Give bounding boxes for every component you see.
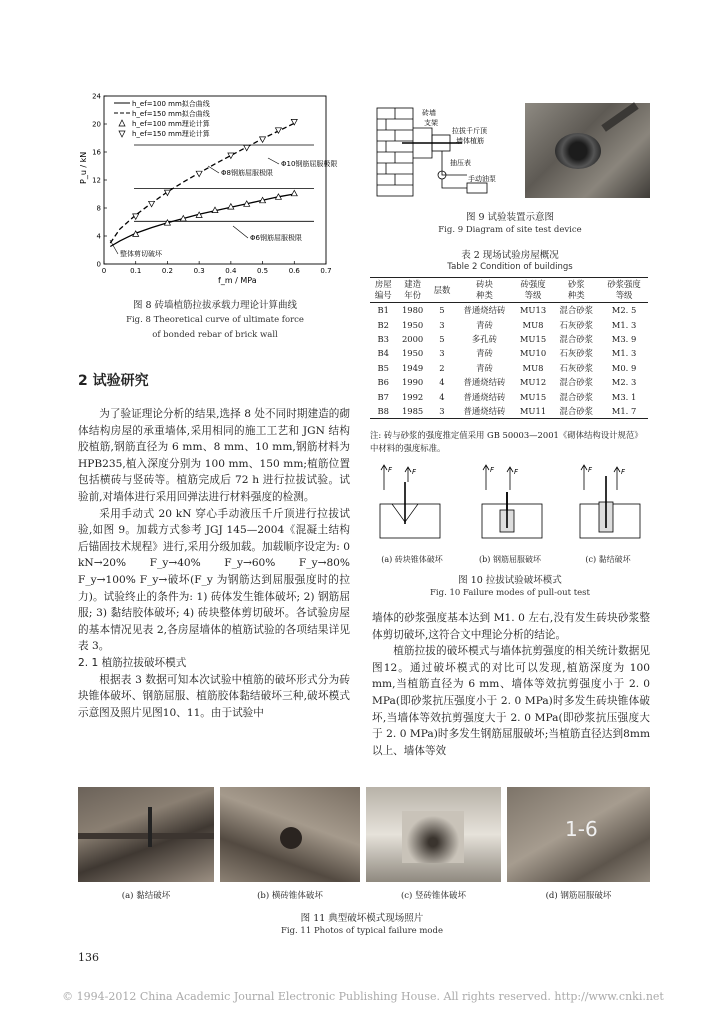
paragraph: 根据表 3 数据可知本次试验中植筋的破坏形式分为砖块锥体破坏、钢筋屈服、植筋胶体黏结破坏三种,破坏模式示意图及照片见图10、11。由于试验中 xyxy=(78,673,350,719)
table-cell: B4 xyxy=(377,348,389,359)
table-cell: B7 xyxy=(377,391,389,402)
table-cell: 3 xyxy=(439,319,445,330)
table2-title-cn: 表 2 现场试验房屋概况 xyxy=(461,250,559,261)
x-tick-label: 0.5 xyxy=(257,267,269,275)
table-row xyxy=(370,346,648,360)
y-axis-label: P_u / kN xyxy=(79,151,88,184)
table-cell: M1. 3 xyxy=(611,348,637,359)
table-row xyxy=(370,317,648,331)
table-cell: M3. 9 xyxy=(611,333,637,344)
table-cell: M1. 7 xyxy=(611,405,637,416)
table-cell: 混合砂浆 xyxy=(559,377,593,388)
fig10-sublabel-c: (c) 黏结破坏 xyxy=(585,555,631,564)
annotation-m8: Φ8钢筋屈服极限 xyxy=(221,169,273,177)
fig11-photo-a xyxy=(78,787,214,882)
y-tick-label: 24 xyxy=(92,92,101,101)
chart-yield-lines xyxy=(134,145,314,221)
fig9-caption-en: Fig. 9 Diagram of site test device xyxy=(438,225,582,235)
footer-copyright: © 1994-2012 China Academic Journal Electronic Publishing House. All rights reserved. http://www.cnki.net xyxy=(62,990,664,1003)
legend-item-4: h_ef=150 mm理论计算 xyxy=(132,130,210,138)
right-column-text xyxy=(372,610,650,759)
fig9-label-pump: 手动油泵 xyxy=(468,175,496,183)
fig10-force-label: F xyxy=(412,468,417,476)
x-tick-label: 0.7 xyxy=(320,267,332,275)
table-cell: 5 xyxy=(439,333,445,344)
fig10-caption-cn: 图 10 拉拔试验破坏模式 xyxy=(458,575,562,586)
table-cell: 4 xyxy=(439,391,445,402)
table-header-cell: 砖块 种类 xyxy=(455,278,514,303)
table-cell: 2000 xyxy=(401,333,424,344)
fig8-chart xyxy=(78,86,340,286)
data-point xyxy=(149,201,155,207)
table-cell: 青砖 xyxy=(476,362,493,373)
data-point xyxy=(196,171,202,177)
fig9-photo xyxy=(525,103,650,198)
paragraph: 植筋拉拔的破坏模式与墙体抗剪强度的相关统计数据见图12。通过破坏模式的对比可以发现,植筋深度为 100 mm,当植筋直径为 6 mm、墙体等效抗剪强度小于 2. 0 MPa(即砂浆抗压强度小于 2. 0 MPa)时多发生砖块锥体破坏,当墙体等效抗剪强度大于 2. 0 MPa(即砂浆抗压强度大于 2. 0 MPa)时多发生钢筋屈服破坏;当植筋直径达到8mm以上、墙体等效 xyxy=(372,645,650,757)
table-header-cell: 层数 xyxy=(429,278,455,303)
table-cell: 1990 xyxy=(401,377,424,388)
table-cell: B2 xyxy=(377,319,389,330)
table-row xyxy=(370,361,648,375)
table-cell: 普通烧结砖 xyxy=(463,377,506,388)
table-row xyxy=(370,404,648,419)
left-column-text xyxy=(78,406,350,721)
fig9-diagram xyxy=(372,103,517,203)
y-tick-label: 12 xyxy=(92,176,101,185)
table-cell: B1 xyxy=(377,305,389,316)
fig11-photo-c xyxy=(366,787,501,882)
fig11-sublabel-b: (b) 横砖锥体破坏 xyxy=(257,891,323,901)
table-cell: 普通烧结砖 xyxy=(463,305,506,316)
table-cell: 2 xyxy=(439,362,445,373)
fig10-force-label: F xyxy=(388,466,393,474)
table-cell: B5 xyxy=(377,362,389,373)
fig11-photo-b xyxy=(220,787,360,882)
table2-title-en: Table 2 Condition of buildings xyxy=(447,262,573,272)
table-row xyxy=(370,389,648,403)
table-cell: MU11 xyxy=(519,405,547,416)
fig9-caption-cn: 图 9 试验装置示意图 xyxy=(465,212,555,223)
table-cell: 1950 xyxy=(401,348,424,359)
x-axis-label: f_m / MPa xyxy=(218,276,257,285)
fig10-force-label: F xyxy=(588,466,593,474)
table2 xyxy=(370,277,648,419)
fig10-sublabel-b: (b) 钢筋屈服破坏 xyxy=(479,555,541,564)
table-cell: M2. 3 xyxy=(611,377,637,388)
fig9-label-jack: 拉拔千斤顶 xyxy=(452,127,487,135)
annotation-m6: Φ6钢筋屈服极限 xyxy=(250,234,302,242)
table-cell: 混合砂浆 xyxy=(559,305,593,316)
fig10-caption-en: Fig. 10 Failure modes of pull-out test xyxy=(430,588,590,598)
x-tick-label: 0 xyxy=(101,267,107,275)
table-header-cell: 砂浆 种类 xyxy=(552,278,600,303)
y-tick-label: 0 xyxy=(96,260,101,269)
x-tick-label: 0.3 xyxy=(193,267,205,275)
table-row xyxy=(370,332,648,346)
table-cell: 青砖 xyxy=(476,319,493,330)
table2-body xyxy=(370,303,648,419)
fig11-caption-en: Fig. 11 Photos of typical failure mode xyxy=(280,926,444,936)
fig11-sublabel-c: (c) 竖砖锥体破坏 xyxy=(400,891,467,901)
table-header-cell: 建造 年份 xyxy=(396,278,428,303)
table-cell: MU13 xyxy=(519,305,547,316)
fig8-caption-en-1: Fig. 8 Theoretical curve of ultimate force xyxy=(126,315,304,325)
table-cell: B8 xyxy=(377,405,389,416)
fig11-photo-d: 1-6 xyxy=(507,787,650,882)
table-cell: 混合砂浆 xyxy=(559,391,593,402)
table-cell: 1950 xyxy=(401,319,424,330)
legend-item-3: h_ef=100 mm理论计算 xyxy=(132,120,210,128)
sub-heading: 2. 1 植筋拉拔破坏模式 xyxy=(78,656,187,669)
table-cell: 1985 xyxy=(401,405,424,416)
fig10-sublabel-a: (a) 砖块锥体破坏 xyxy=(381,555,443,564)
table-cell: 石灰砂浆 xyxy=(559,362,593,373)
x-tick-label: 0.2 xyxy=(161,267,173,275)
x-tick-label: 0.6 xyxy=(288,267,300,275)
page-number: 136 xyxy=(78,951,99,964)
fig11-caption-cn: 图 11 典型破坏模式现场照片 xyxy=(300,913,424,924)
legend-item-2: h_ef=150 mm拟合曲线 xyxy=(132,110,210,118)
table-cell: 1992 xyxy=(401,391,424,402)
table-cell: 4 xyxy=(439,377,445,388)
table-header-cell: 砖强度 等级 xyxy=(514,278,553,303)
fig9-label-gauge: 抽压表 xyxy=(450,159,471,167)
table-cell: 5 xyxy=(439,305,445,316)
chart-series xyxy=(110,119,297,246)
table-cell: MU15 xyxy=(519,391,547,402)
table-cell: 多孔砖 xyxy=(471,333,498,344)
table-cell: B6 xyxy=(377,377,389,388)
x-tick-label: 0.1 xyxy=(130,267,142,275)
fig10-force-label: F xyxy=(514,468,519,476)
table-cell: 石灰砂浆 xyxy=(559,348,593,359)
table-cell: B3 xyxy=(377,333,389,344)
table-cell: M1. 3 xyxy=(611,319,637,330)
table2-note: 注: 砖与砂浆的强度推定值采用 GB 50003—2001《砌体结构设计规范》中材料的强度标准。 xyxy=(370,430,643,453)
fig10-diagram xyxy=(372,462,650,547)
data-point xyxy=(228,153,234,159)
data-point xyxy=(244,145,250,151)
table-cell: 1980 xyxy=(401,305,424,316)
fig8-caption-cn: 图 8 砖墙植筋拉拔承载力理论计算曲线 xyxy=(132,300,298,311)
chart-legend xyxy=(114,99,210,138)
y-tick-label: 16 xyxy=(92,148,101,157)
table-cell: 混合砂浆 xyxy=(559,333,593,344)
legend-item-1: h_ef=100 mm拟合曲线 xyxy=(132,100,210,108)
fig8-caption-en-2: of bonded rebar of brick wall xyxy=(152,330,278,340)
fig11-sublabel-d: (d) 钢筋屈服破坏 xyxy=(545,891,612,901)
table-cell: 石灰砂浆 xyxy=(559,319,593,330)
table-cell: MU15 xyxy=(519,333,547,344)
x-tick-label: 0.4 xyxy=(225,267,237,275)
table-cell: 青砖 xyxy=(476,348,493,359)
table-cell: 普通烧结砖 xyxy=(463,391,506,402)
table-row xyxy=(370,375,648,389)
paragraph: 为了验证理论分析的结果,选择 8 处不同时期建造的砌体结构房屋的承重墙体,采用相同的施工工艺和 JGN 结构胶植筋,钢筋直径为 6 mm、8 mm、10 mm,钢筋材料为 HPB235,植入深度分别为 100 mm、150 mm;植筋位置包括横砖与竖砖等。植筋完成后 72 h 进行拉拔试验。试验前,对墙体进行采用回弹法进行材料强度的检测。 xyxy=(78,408,350,503)
annotation-m10: Φ10钢筋屈服极限 xyxy=(281,160,338,168)
table-cell: M0. 9 xyxy=(611,362,637,373)
table-cell: 混合砂浆 xyxy=(559,405,593,416)
table-cell: 普通烧结砖 xyxy=(463,405,506,416)
table-cell: MU10 xyxy=(519,348,547,359)
annotation-shear: 整体剪切破坏 xyxy=(120,250,162,258)
table-row xyxy=(370,303,648,318)
table-cell: MU8 xyxy=(522,319,544,330)
fig9-label-wall: 砖墙 xyxy=(422,109,436,117)
y-tick-label: 20 xyxy=(92,120,101,129)
paragraph: 采用手动式 20 kN 穿心手动液压千斤顶进行拉拔试验,如图 9。加载方式参考 JGJ 145—2004《混凝土结构后锚固技术规程》进行,采用分级加载。加载顺序设定为: 0 kN→20% F_y→40% F_y→60% F_y→80% F_y→100% F_y→破坏(F_y 为钢筋达到屈服强度时的拉力)。试验终止的条件为: 1) 砖体发生锥体破坏; 2) 钢筋屈服; 3) 黏结胶体破坏; 4) 砖块整体剪切破坏。各试验房屋的基本情况见表 2,各房屋墙体的植筋试验的各项结果详见表 3。 xyxy=(78,507,350,653)
series-line xyxy=(110,123,294,243)
table-header-cell: 房屋 编号 xyxy=(370,278,396,303)
table-cell: 1949 xyxy=(401,362,424,373)
table-header-cell: 砂浆强度 等级 xyxy=(600,278,648,303)
table-cell: M3. 1 xyxy=(611,391,637,402)
table-header-row xyxy=(370,278,648,303)
fig10-force-label: F xyxy=(490,466,495,474)
table-cell: MU12 xyxy=(519,377,547,388)
table-cell: 3 xyxy=(439,405,445,416)
section-heading: 2 试验研究 xyxy=(78,373,149,389)
fig9-label-rebar: 墙体植筋 xyxy=(456,137,484,145)
table-cell: MU8 xyxy=(522,362,544,373)
paragraph: 墙体的砂浆强度基本达到 M1. 0 左右,没有发生砖块砂浆整体剪切破坏,这符合文中理论分析的结论。 xyxy=(372,612,650,641)
data-point xyxy=(291,190,297,196)
table-cell: 3 xyxy=(439,348,445,359)
y-tick-label: 8 xyxy=(96,204,101,213)
fig11-sublabel-a: (a) 黏结破坏 xyxy=(121,891,171,901)
y-tick-label: 4 xyxy=(96,232,101,241)
fig10-force-label: F xyxy=(621,468,626,476)
fig9-label-bracket: 支架 xyxy=(424,119,438,127)
table-cell: M2. 5 xyxy=(611,305,637,316)
